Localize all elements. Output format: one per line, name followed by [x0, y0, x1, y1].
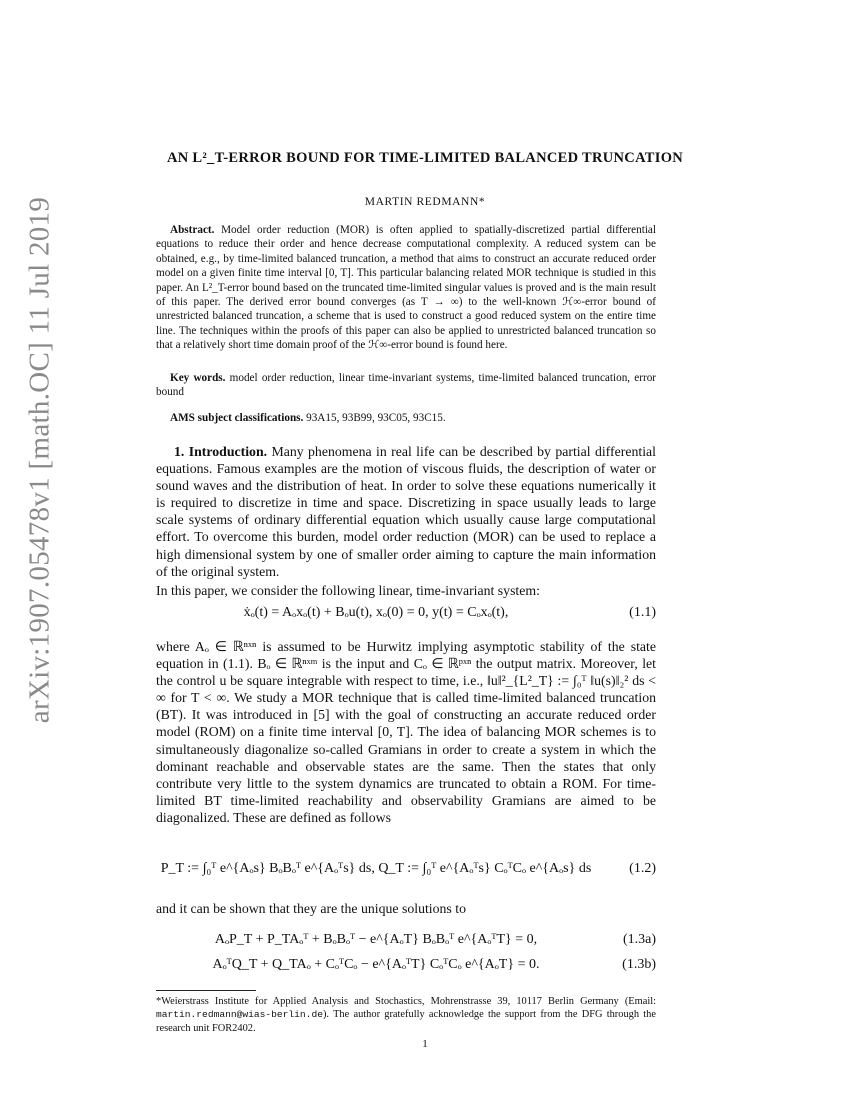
page-number: 1 — [422, 1038, 428, 1050]
ams-label: AMS subject classifications. — [170, 412, 304, 424]
section-heading: 1. Introduction. — [174, 444, 268, 459]
equation-formula: P_T := ∫₀ᵀ e^{Aₒs} BₒBₒᵀ e^{Aₒᵀs} ds, Q_T := ∫₀ᵀ e^{Aₒᵀs} CₒᵀCₒ e^{Aₒs} ds — [160, 861, 592, 876]
keywords — [156, 371, 656, 400]
system-description-paragraph: where Aₒ ∈ ℝⁿˣⁿ is assumed to be Hurwitz implying asymptotic stability of the state equation in (1.1). Bₒ ∈ ℝⁿˣᵐ is the input and Cₒ ∈ ℝᵖˣⁿ the output matrix. Moreover, let the control u be square integrable with respect to time, i.e., ‖u‖²_{L²_T} := ∫₀ᵀ ‖u(s)‖₂² ds < ∞ for T < ∞. We study a MOR technique that is called time-limited balanced truncation (BT). It was introduced in [5] with the goal of constructing an accurate reduced order model (ROM) on a finite time interval [0, T]. The idea of balancing MOR schemes is to simultaneously diagonalize so-called Gramians in order to create a system in which the dominant reachable and observable states are the same. Then the states that only contribute very little to the system dynamics are truncated to obtain a ROM. For time-limited BT time-limited reachability and observability Gramians are aimed to be diagonalized. These are defined as follows — [156, 639, 656, 825]
abstract-text: Model order reduction (MOR) is often applied to spatially-discretized partial differential equations to reduce their order and hence decrease computational complexity. A reduced system can be obtained, e.g., by time-limited balanced truncation, a method that aims to construct an accurate reduced order model on a given finite time interval [0, T]. This particular balancing related MOR technique is studied in this paper. An L²_T-error bound based on the truncated time-limited singular values is proved and is the main result of this paper. The derived error bound converges (as T → ∞) to the well-known ℋ∞-error bound of unrestricted balanced truncation, a scheme that is used to construct a good reduced system on the entire time line. The techniques within the proofs of this paper can also be applied to unrestricted balanced truncation so that a relatively short time domain proof of the ℋ∞-error bound is found here. — [156, 224, 657, 352]
paper-title: AN L²_T-ERROR BOUND FOR TIME-LIMITED BALANCED TRUNCATION — [166, 150, 684, 166]
ams-text: 93A15, 93B99, 93C05, 93C15. — [306, 412, 446, 424]
arxiv-stamp — [20, 196, 60, 724]
arxiv-id: arXiv:1907.05478v1 [math.OC] 11 Jul 2019 — [23, 196, 56, 724]
introduction-paragraph — [156, 443, 656, 580]
equation-1-1 — [156, 605, 656, 625]
equation-1-3b — [156, 957, 656, 977]
paper-author: MARTIN REDMANN* — [364, 196, 486, 208]
footnote — [156, 995, 656, 1035]
footnote-affiliation: *Weierstrass Institute for Applied Analysis and Stochastics, Mohrenstrasse 39, 10117 Berlin Germany (Email: — [156, 996, 656, 1007]
equation-number: (1.1) — [629, 605, 656, 620]
equation-formula: AₒᵀQ_T + Q_TAₒ + CₒᵀCₒ − e^{AₒᵀT} CₒᵀCₒ e^{AₒT} = 0. — [212, 957, 540, 972]
keywords-text: model order reduction, linear time-invariant systems, time-limited balanced truncation, error bound — [156, 372, 657, 399]
system-intro-text: In this paper, we consider the following linear, time-invariant system: — [156, 583, 540, 598]
equation-formula: ẋₒ(t) = Aₒxₒ(t) + Bₒu(t), xₒ(0) = 0, y(t) = Cₒxₒ(t), — [243, 605, 509, 620]
footnote-acknowledgement: ). The author gratefully acknowledge the support from the DFG through the research unit FOR2402. — [156, 1009, 656, 1034]
unique-solutions-text: and it can be shown that they are the unique solutions to — [156, 901, 466, 916]
keywords-label: Key words. — [170, 372, 226, 384]
abstract — [156, 223, 656, 353]
ams-classifications — [156, 411, 656, 425]
equation-number: (1.3a) — [622, 932, 656, 947]
abstract-label: Abstract. — [170, 224, 215, 236]
equation-1-3a — [156, 932, 656, 952]
equation-number: (1.2) — [629, 861, 656, 876]
author-email-link[interactable]: martin.redmann@wias-berlin.de — [156, 1009, 323, 1021]
equation-formula: AₒP_T + P_TAₒᵀ + BₒBₒᵀ − e^{AₒT} BₒBₒᵀ e^{AₒᵀT} = 0, — [214, 932, 538, 947]
footnote-rule — [156, 990, 256, 991]
equation-number: (1.3b) — [622, 957, 656, 972]
equation-1-2 — [156, 852, 656, 882]
intro-text: Many phenomena in real life can be described by partial differential equations. Famous examples are the motion of viscous fluids, the description of water or sound waves and the distribution of heat. In order to solve these equations numerically it is required to discretize in time and space. Discretizing in space usually leads to large scale systems of ordinary differential equation which usually cause large computational effort. To overcome this burden, model order reduction (MOR) can be used to replace a high dimensional system by one of smaller order aiming to capture the main information of the original system. — [156, 444, 656, 579]
